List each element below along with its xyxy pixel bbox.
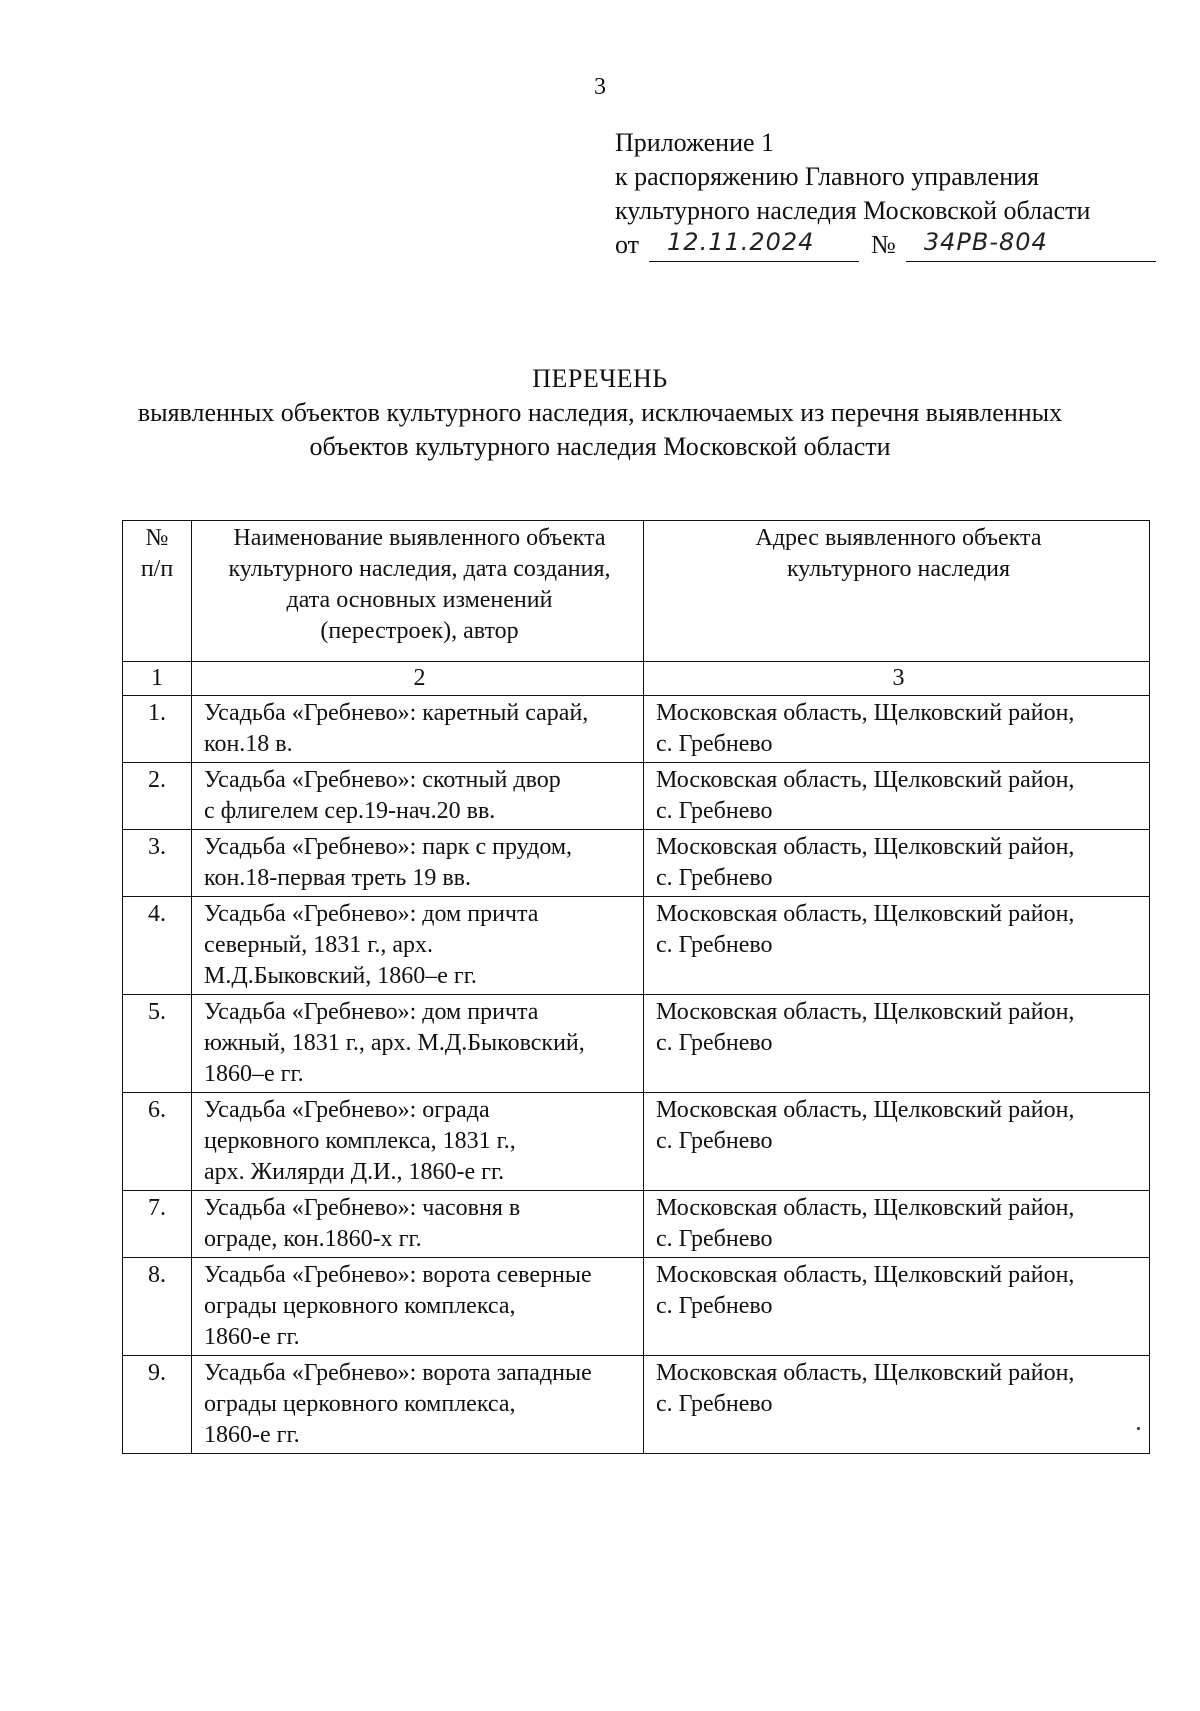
object-name-line: 1860-е гг. <box>204 1324 300 1350</box>
table-row <box>123 763 1150 830</box>
scan-speck <box>1137 1427 1140 1430</box>
header-address <box>644 521 1150 662</box>
object-address-line: с. Гребнево <box>656 1293 773 1319</box>
object-name <box>192 897 644 995</box>
date-field <box>649 229 859 262</box>
object-name <box>192 763 644 830</box>
handwritten-date: 12.11.2024 <box>667 228 815 256</box>
header-address-line: Адрес выявленного объекта <box>755 525 1042 551</box>
object-address-line: Московская область, Щелковский район, <box>656 1195 1075 1221</box>
object-address <box>644 897 1150 995</box>
object-address <box>644 1191 1150 1258</box>
object-address-line: Московская область, Щелковский район, <box>656 1262 1075 1288</box>
object-name-line: Усадьба «Гребнево»: ворота западные <box>204 1360 592 1386</box>
object-name-line: Усадьба «Гребнево»: дом причта <box>204 999 539 1025</box>
table-row <box>123 995 1150 1093</box>
object-name-line: северный, 1831 г., арх. <box>204 932 434 958</box>
document-title-block <box>0 362 1200 464</box>
object-address <box>644 1356 1150 1454</box>
handwritten-number: 34РВ-804 <box>923 228 1048 256</box>
document-subtitle-line-1: выявленных объектов культурного наследия, исключаемых из перечня выявленных <box>137 398 1063 427</box>
object-name-line: ограды церковного комплекса, <box>204 1293 516 1319</box>
object-address-line: с. Гребнево <box>656 1226 773 1252</box>
object-name-line: 1860-е гг. <box>204 1422 300 1448</box>
order-details <box>615 228 1156 262</box>
header-num-line: № <box>145 525 169 551</box>
object-address <box>644 696 1150 763</box>
date-prefix: от <box>615 230 640 259</box>
object-address-line: Московская область, Щелковский район, <box>656 999 1075 1025</box>
row-number: 4. <box>123 897 192 995</box>
object-name <box>192 1191 644 1258</box>
table-row <box>123 830 1150 897</box>
document-subtitle-line-2: объектов культурного наследия Московской области <box>309 432 891 461</box>
appendix-title: Приложение 1 <box>615 128 775 157</box>
heritage-objects-table <box>122 520 1150 1454</box>
column-index: 3 <box>644 662 1150 696</box>
object-address-line: с. Гребнево <box>656 1391 773 1417</box>
table-row <box>123 1356 1150 1454</box>
object-address-line: Московская область, Щелковский район, <box>656 1097 1075 1123</box>
object-name-line: арх. Жилярди Д.И., 1860-е гг. <box>204 1159 505 1185</box>
row-number: 9. <box>123 1356 192 1454</box>
table-row <box>123 1258 1150 1356</box>
number-field <box>906 229 1156 262</box>
table-row <box>123 897 1150 995</box>
object-address-line: с. Гребнево <box>656 865 773 891</box>
object-address-line: с. Гребнево <box>656 1030 773 1056</box>
header-num-line: п/п <box>140 556 174 582</box>
object-name <box>192 696 644 763</box>
object-address-line: Московская область, Щелковский район, <box>656 901 1075 927</box>
object-name <box>192 1093 644 1191</box>
header-address-line: культурного наследия <box>786 556 1011 582</box>
object-name <box>192 1258 644 1356</box>
column-index: 2 <box>192 662 644 696</box>
object-address <box>644 995 1150 1093</box>
appendix-line-3: культурного наследия Московской области <box>615 196 1091 225</box>
object-name-line: 1860–е гг. <box>204 1061 304 1087</box>
header-name-line: (перестроек), автор <box>320 618 519 644</box>
object-name-line: Усадьба «Гребнево»: ворота северные <box>204 1262 592 1288</box>
object-name-line: ограды церковного комплекса, <box>204 1391 516 1417</box>
row-number: 8. <box>123 1258 192 1356</box>
row-number: 7. <box>123 1191 192 1258</box>
object-address <box>644 830 1150 897</box>
object-name-line: ограде, кон.1860-х гг. <box>204 1226 422 1252</box>
object-address-line: с. Гребнево <box>656 1128 773 1154</box>
object-name-line: Усадьба «Гребнево»: каретный сарай, <box>204 700 589 726</box>
object-address-line: с. Гребнево <box>656 731 773 757</box>
table-header-row <box>123 521 1150 662</box>
header-name-line: культурного наследия, дата создания, <box>228 556 611 582</box>
row-number: 5. <box>123 995 192 1093</box>
row-number: 6. <box>123 1093 192 1191</box>
object-address-line: с. Гребнево <box>656 932 773 958</box>
object-name-line: кон.18-первая треть 19 вв. <box>204 865 472 891</box>
row-number: 1. <box>123 696 192 763</box>
header-name-line: Наименование выявленного объекта <box>233 525 606 551</box>
object-address <box>644 763 1150 830</box>
object-name-line: южный, 1831 г., арх. М.Д.Быковский, <box>204 1030 585 1056</box>
table-row <box>123 1093 1150 1191</box>
object-address <box>644 1258 1150 1356</box>
object-address-line: Московская область, Щелковский район, <box>656 700 1075 726</box>
object-name-line: Усадьба «Гребнево»: дом причта <box>204 901 539 927</box>
object-name-line: Усадьба «Гребнево»: парк с прудом, <box>204 834 573 860</box>
object-name <box>192 1356 644 1454</box>
row-number: 3. <box>123 830 192 897</box>
table-row <box>123 1191 1150 1258</box>
object-address-line: Московская область, Щелковский район, <box>656 767 1075 793</box>
object-name <box>192 995 644 1093</box>
row-number: 2. <box>123 763 192 830</box>
object-name-line: М.Д.Быковский, 1860–е гг. <box>204 963 477 989</box>
object-address-line: Московская область, Щелковский район, <box>656 1360 1075 1386</box>
object-name-line: Усадьба «Гребнево»: часовня в <box>204 1195 521 1221</box>
header-name <box>192 521 644 662</box>
object-name <box>192 830 644 897</box>
document-title: ПЕРЕЧЕНЬ <box>532 364 668 393</box>
object-name-line: кон.18 в. <box>204 731 293 757</box>
object-name-line: Усадьба «Гребнево»: ограда <box>204 1097 490 1123</box>
object-name-line: с флигелем сер.19-нач.20 вв. <box>204 798 496 824</box>
object-address-line: Московская область, Щелковский район, <box>656 834 1075 860</box>
page-number: 3 <box>594 74 606 100</box>
object-name-line: церковного комплекса, 1831 г., <box>204 1128 516 1154</box>
header-name-line: дата основных изменений <box>286 587 553 613</box>
appendix-block <box>615 126 1156 262</box>
object-name-line: Усадьба «Гребнево»: скотный двор <box>204 767 561 793</box>
object-address-line: с. Гребнево <box>656 798 773 824</box>
object-address <box>644 1093 1150 1191</box>
header-num <box>123 521 192 662</box>
number-sign: № <box>871 230 896 259</box>
column-index-row <box>123 662 1150 696</box>
appendix-line-2: к распоряжению Главного управления <box>615 162 1039 191</box>
table-row <box>123 696 1150 763</box>
column-index: 1 <box>123 662 192 696</box>
